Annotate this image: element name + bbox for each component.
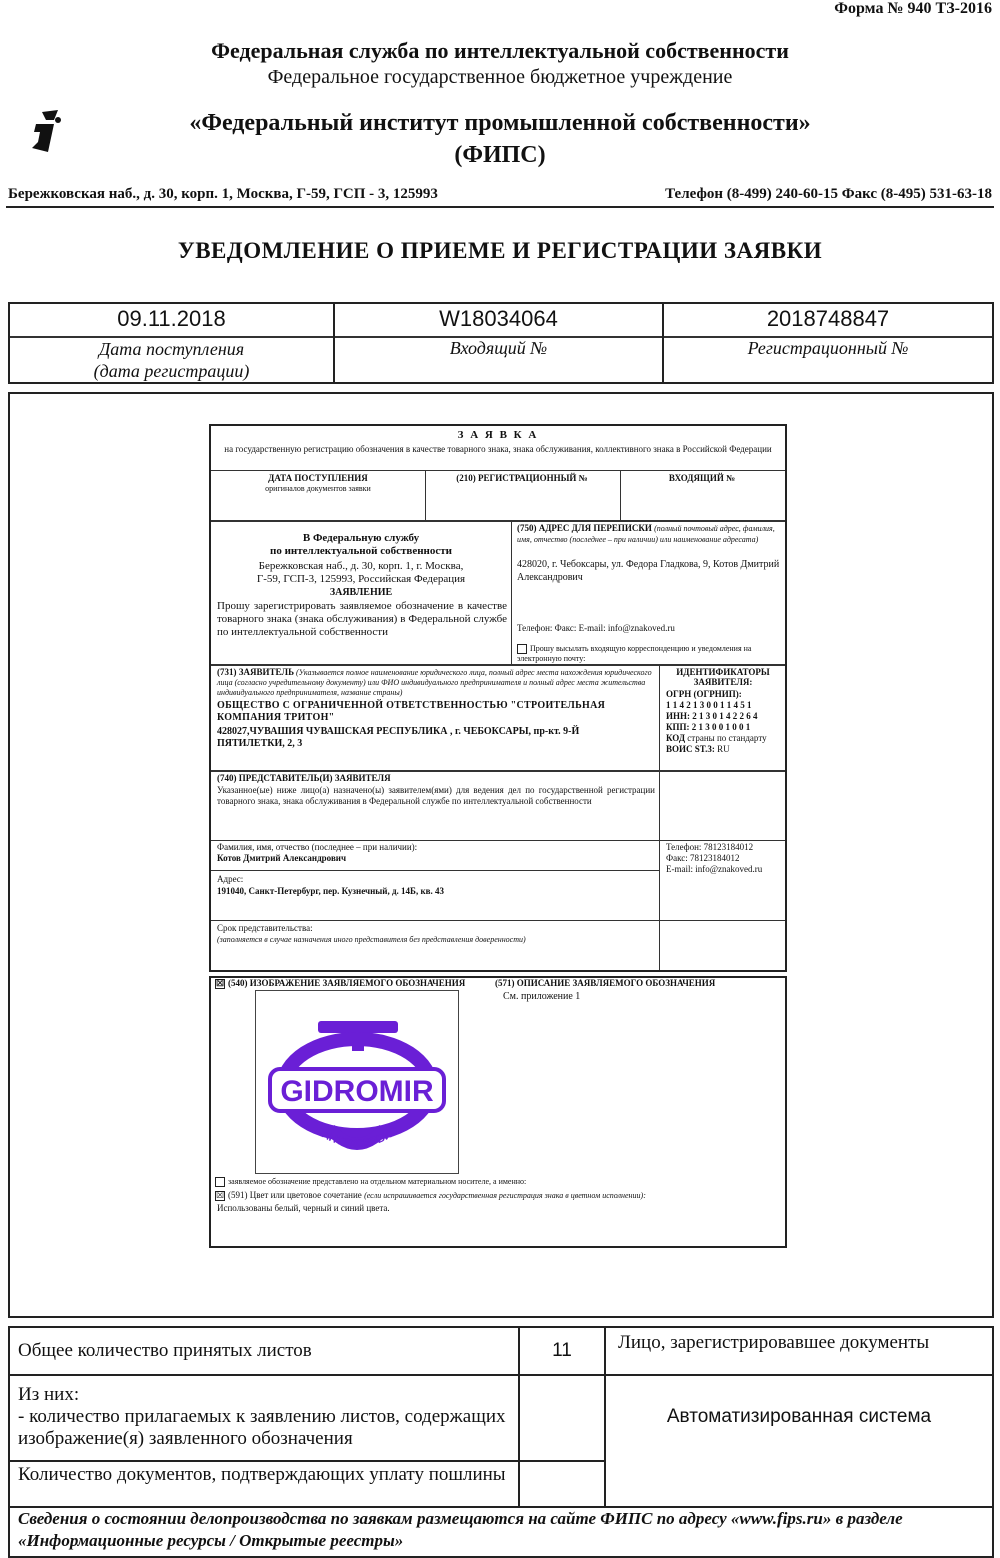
correspondence-email-option: Прошу высылать входящую корреспонденцию и уведомления на электронную почту:	[517, 644, 752, 664]
fee-docs-label: Количество документов, подтверждающих уплату пошлины	[18, 1464, 506, 1485]
to-service: В Федеральную службу по интеллектуальной собственности	[269, 532, 453, 557]
gidromir-logo	[256, 991, 458, 1173]
institute-contacts: Телефон (8-499) 240-60-15 Факс (8-495) 531-63-18	[665, 186, 992, 202]
representation-term: Срок представительства: (заполняется в случае назначения иного представителя без представления доверенности)	[217, 923, 526, 944]
mark-image-box	[255, 990, 459, 1174]
ogrn-label: ОГРН (ОГРНИП):	[666, 689, 742, 699]
header-divider	[6, 206, 994, 208]
inn-value: ИНН: 2 1 3 0 1 4 2 2 6 4	[666, 711, 758, 721]
representative-name-block: Фамилия, имя, отчество (последнее – при наличии): Котов Дмитрий Александрович	[217, 842, 418, 863]
mark-image-checkbox: ☒	[216, 977, 225, 988]
applicant-address: 428027,ЧУВАШИЯ ЧУВАШСКАЯ РЕСПУБЛИКА , г. ЧЕБОКСАРЫ, пр-кт. 9-Й ПЯТИЛЕТКИ, 2, 3	[217, 726, 580, 749]
application-subheading: на государственную регистрацию обозначения в качестве товарного знака, знака обслуживания, коллективного знака в Российской Федерации	[224, 444, 772, 454]
reg-number-cell-label: (210) РЕГИСТРАЦИОННЫЙ №	[456, 473, 588, 483]
kpp-value: КПП: 2 1 3 0 0 1 0 0 1	[666, 722, 751, 732]
agency-name: Федеральная служба по интеллектуальной собственности	[211, 38, 789, 63]
ogrn-value: 1 1 4 2 1 3 0 0 1 1 4 5 1	[666, 700, 752, 710]
correspondence-label: (750) АДРЕС ДЛЯ ПЕРЕПИСКИ (полный почтовый адрес, фамилия, имя, отчество (последнее – при наличии) или наименование адресата)	[517, 523, 775, 544]
registration-number-label: Регистрационный №	[747, 338, 909, 358]
institute-name: «Федеральный институт промышленной собственности»	[189, 110, 811, 136]
logo-brand-text: GIDROMIR	[280, 1075, 434, 1108]
registrar-value: Автоматизированная система	[666, 1406, 932, 1427]
form-number: Форма № 940 ТЗ-2016	[834, 0, 992, 17]
country-code: RU	[717, 744, 730, 754]
applicant-name: ОБЩЕСТВО С ОГРАНИЧЕННОЙ ОТВЕТСТВЕННОСТЬЮ "СТРОИТЕЛЬНАЯ КОМПАНИЯ ТРИТОН"	[217, 700, 606, 723]
representative-label: (740) ПРЕДСТАВИТЕЛЬ(И) ЗАЯВИТЕЛЯ	[217, 773, 391, 783]
representative-contacts: Телефон: 78123184012 Факс: 78123184012 E-mail: info@znakoved.ru	[666, 842, 763, 874]
correspondence-address: 428020, г. Чебоксары, ул. Федора Гладкова, 9, Котов Дмитрий Александрович	[517, 559, 780, 583]
incoming-number-label: Входящий №	[449, 338, 548, 358]
separate-medium-checkbox	[215, 1177, 225, 1187]
application-form	[209, 424, 787, 972]
mark-image-section	[209, 976, 787, 1248]
incoming-cell-label: ВХОДЯЩИЙ №	[668, 473, 736, 483]
mark-description-value: См. приложение 1	[503, 991, 581, 1002]
receipt-date-value: 09.11.2018	[117, 306, 226, 331]
colors-used: Использованы белый, черный и синий цвета.	[217, 1203, 390, 1213]
status-notice: Сведения о состоянии делопроизводства по заявкам размещаются на сайте ФИПС по адресу «www.fips.ru» в разделе «Информационные ресурсы / Открытые реестры»	[18, 1509, 903, 1550]
incoming-number-value: W18034064	[439, 306, 558, 331]
color-option: ☒ (591) Цвет или цветовое сочетание (если испрашивается государственная регистрация знака в цветном исполнении):	[216, 1189, 646, 1200]
mark-image-label: ☒ (540) ИЗОБРАЖЕНИЕ ЗАЯВЛЯЕМОГО ОБОЗНАЧЕНИЯ	[216, 977, 466, 988]
institute-address: Бережковская наб., д. 30, корп. 1, Москва, Г-59, ГСП - 3, 125993	[8, 186, 438, 202]
statement-text: Прошу зарегистрировать заявляемое обозначение в качестве товарного знака (знака обслуживания) в Федеральной службе по интеллектуальной собственности	[217, 600, 507, 638]
total-sheets-label: Общее количество принятых листов	[18, 1340, 312, 1361]
logo-tagline-text: САНТЕХСЕРВИС	[313, 1124, 401, 1151]
statement-label: ЗАЯВЛЕНИЕ	[329, 587, 393, 598]
summary-table	[8, 302, 994, 384]
application-heading: З А Я В К А	[457, 429, 539, 441]
representative-address: 191040, Санкт-Петербург, пер. Кузнечный, д. 14Б, кв. 43	[217, 886, 445, 896]
institution-type: Федеральное государственное бюджетное учреждение	[267, 66, 733, 88]
registrar-label: Лицо, зарегистрировавшее документы	[618, 1332, 930, 1353]
separate-medium-option: заявляемое обозначение представлено на отдельном материальном носителе, а именно:	[215, 1177, 526, 1187]
correspondence-phone: Телефон: Факс: E-mail: info@znakoved.ru	[517, 623, 675, 633]
page-title: УВЕДОМЛЕНИЕ О ПРИЕМЕ И РЕГИСТРАЦИИ ЗАЯВКИ	[177, 238, 823, 263]
representative-name: Котов Дмитрий Александрович	[217, 853, 347, 863]
email-option-checkbox	[517, 644, 527, 654]
to-service-address: Бережковская наб., д. 30, корп. 1, г. Москва, Г-59, ГСП-3, 125993, Российская Федерация	[256, 560, 466, 585]
representative-text: Указанное(ые) ниже лицо(а) назначено(ы) заявителем(ями) для ведения дел по государственной регистрации товарного знака, знака обслуживания в Федеральной службе по интеллектуальной собственности	[217, 785, 655, 806]
receipt-date-cell-label: ДАТА ПОСТУПЛЕНИЯ	[268, 473, 368, 483]
color-checkbox: ☒	[216, 1189, 225, 1200]
footer-table	[8, 1326, 994, 1558]
representative-address-block: Адрес: 191040, Санкт-Петербург, пер. Кузнечный, д. 14Б, кв. 43	[217, 874, 445, 896]
applicant-ids: ОГРН (ОГРНИП): 1 1 4 2 1 3 0 0 1 1 4 5 1 ИНН: 2 1 3 0 1 4 2 2 6 4 КПП: 2 1 3 0 0 1 0 0 1 КОД страны по стандарту ВОИС ST.3: RU	[666, 689, 767, 754]
receipt-date-cell-sub: оригиналов документов заявки	[265, 484, 371, 493]
institute-abbr: (ФИПС)	[454, 142, 546, 168]
applicant-label: (731) ЗАЯВИТЕЛЬ (Указывается полное наименование юридического лица, полный адрес места нахождения юридического лица (согласно учредительному документу) или ФИО индивидуального предпринимателя и полный адрес места жительства индивидуального предпринимателя, название страны)	[217, 667, 652, 697]
attached-sheets-block: Из них: - количество прилагаемых к заявлению листов, содержащих изображение(я) заявленного обозначения	[18, 1384, 506, 1449]
total-sheets-value: 11	[552, 1340, 572, 1361]
receipt-date-label: Дата поступления (дата регистрации)	[93, 339, 250, 381]
registration-number-value: 2018748847	[766, 306, 890, 331]
mark-description-label: (571) ОПИСАНИЕ ЗАЯВЛЯЕМОГО ОБОЗНАЧЕНИЯ	[495, 978, 716, 988]
applicant-ids-label: ИДЕНТИФИКАТОРЫ ЗАЯВИТЕЛЯ:	[676, 667, 770, 687]
